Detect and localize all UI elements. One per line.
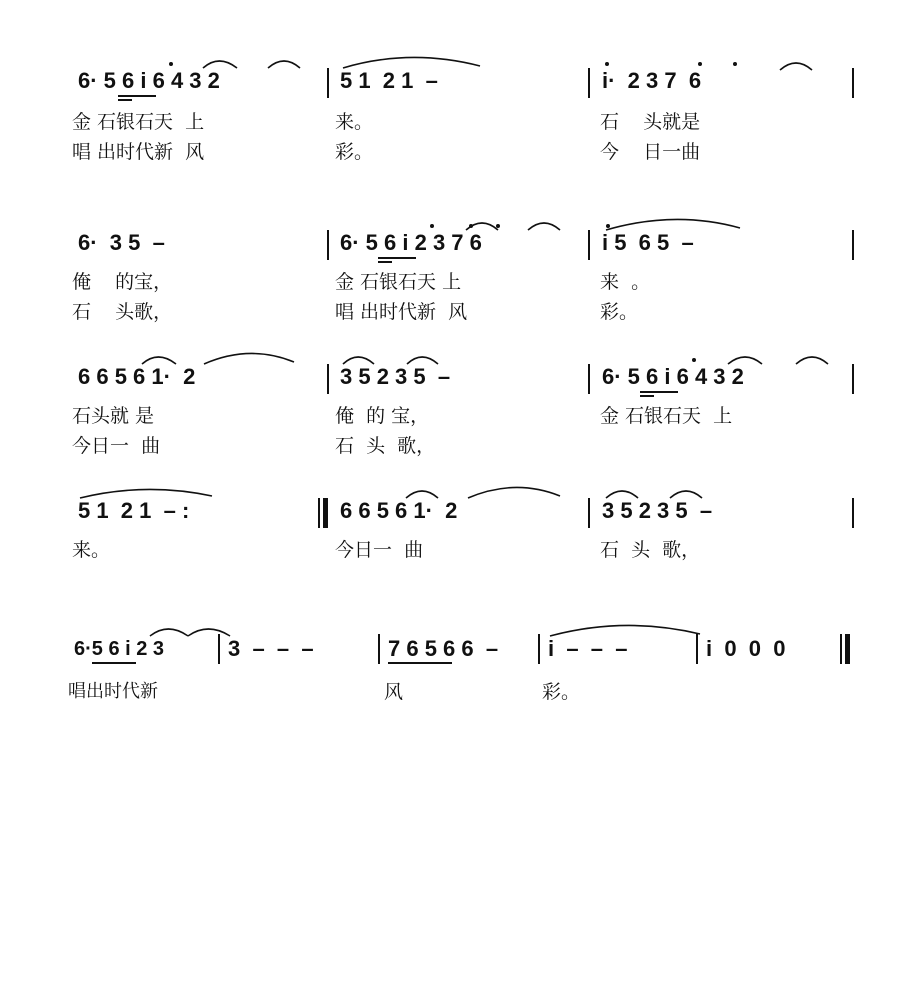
lyric-verse-1: 唱出时代新	[68, 681, 158, 702]
octave-dot	[169, 62, 173, 66]
measure: 6 6 5 6 1· 2	[78, 364, 196, 389]
lyric-verse-2: 唱 出时代新 风	[335, 301, 468, 323]
lyric-verse-1: 俺 的宝，	[72, 271, 173, 293]
octave-dot	[606, 224, 610, 228]
lyric-verse-1: 风	[384, 681, 404, 703]
lyric-verse-2: 今 日一曲	[600, 141, 701, 163]
lyric-verse-1: 今日一 曲	[335, 539, 424, 561]
underline-mark	[388, 662, 452, 664]
measure: 6·5 6 i 2 3	[74, 638, 165, 660]
octave-dot	[605, 62, 609, 66]
underline-mark	[640, 391, 678, 393]
slur-marks	[0, 360, 920, 400]
measure: i· 2 3 7 6	[602, 68, 702, 93]
lyric-verse-1: 来。	[335, 111, 374, 133]
underline-mark	[118, 99, 132, 101]
lyric-verse-1: 金 石银石天 上	[600, 405, 733, 427]
lyric-verse-2: 彩。	[335, 141, 374, 163]
measure: 6· 3 5 –	[78, 230, 165, 255]
measure: 3 – – –	[228, 636, 314, 661]
slur-marks	[0, 630, 920, 670]
measure: 7 6 5 6 6 –	[388, 636, 499, 661]
measure: 5 1 2 1 – :	[78, 498, 190, 523]
lyric-verse-2: 石 头歌，	[72, 301, 173, 323]
slur-marks	[0, 60, 920, 100]
underline-mark	[640, 395, 654, 397]
lyric-verse-1: 石 头就是	[600, 111, 701, 133]
measure: 5 1 2 1 –	[340, 68, 438, 93]
lyric-verse-2: 唱 出时代新 风	[72, 141, 205, 163]
measure: 6 6 5 6 1· 2	[340, 498, 458, 523]
measure: i – – –	[548, 636, 628, 661]
lyric-verse-1: 俺 的 宝，	[335, 405, 430, 427]
octave-dot	[698, 62, 702, 66]
measure: 3 5 2 3 5 –	[602, 498, 713, 523]
lyric-verse-1: 金 石银石天 上	[335, 271, 462, 293]
slur-marks	[0, 226, 920, 266]
slur-marks	[0, 494, 920, 534]
lyric-verse-2: 石 头 歌，	[335, 435, 436, 457]
underline-mark	[118, 95, 156, 97]
lyric-verse-2: 今日一 曲	[72, 435, 161, 457]
measure: 6· 5 6 i 2 3 7 6	[340, 230, 482, 255]
lyric-verse-2: 彩。	[600, 301, 639, 323]
underline-mark	[92, 662, 136, 664]
lyric-verse-1: 彩。	[542, 681, 581, 703]
lyric-verse-1: 金 石银石天 上	[72, 111, 205, 133]
lyric-verse-1: 石 头 歌，	[600, 539, 701, 561]
octave-dot	[692, 358, 696, 362]
octave-dot	[496, 224, 500, 228]
lyric-verse-1: 来。	[72, 539, 111, 561]
lyric-verse-1: 来 。	[600, 271, 651, 293]
lyric-verse-1: 石头就 是	[72, 405, 155, 427]
underline-mark	[378, 261, 392, 263]
measure: i 0 0 0	[706, 636, 786, 661]
octave-dot	[430, 224, 434, 228]
measure: 6· 5 6 i 6 4 3 2	[602, 364, 744, 389]
octave-dot	[469, 224, 473, 228]
underline-mark	[378, 257, 416, 259]
octave-dot	[733, 62, 737, 66]
measure: i 5 6 5 –	[602, 230, 694, 255]
measure: 6· 5 6 i 6 4 3 2	[78, 68, 220, 93]
measure: 3 5 2 3 5 –	[340, 364, 451, 389]
